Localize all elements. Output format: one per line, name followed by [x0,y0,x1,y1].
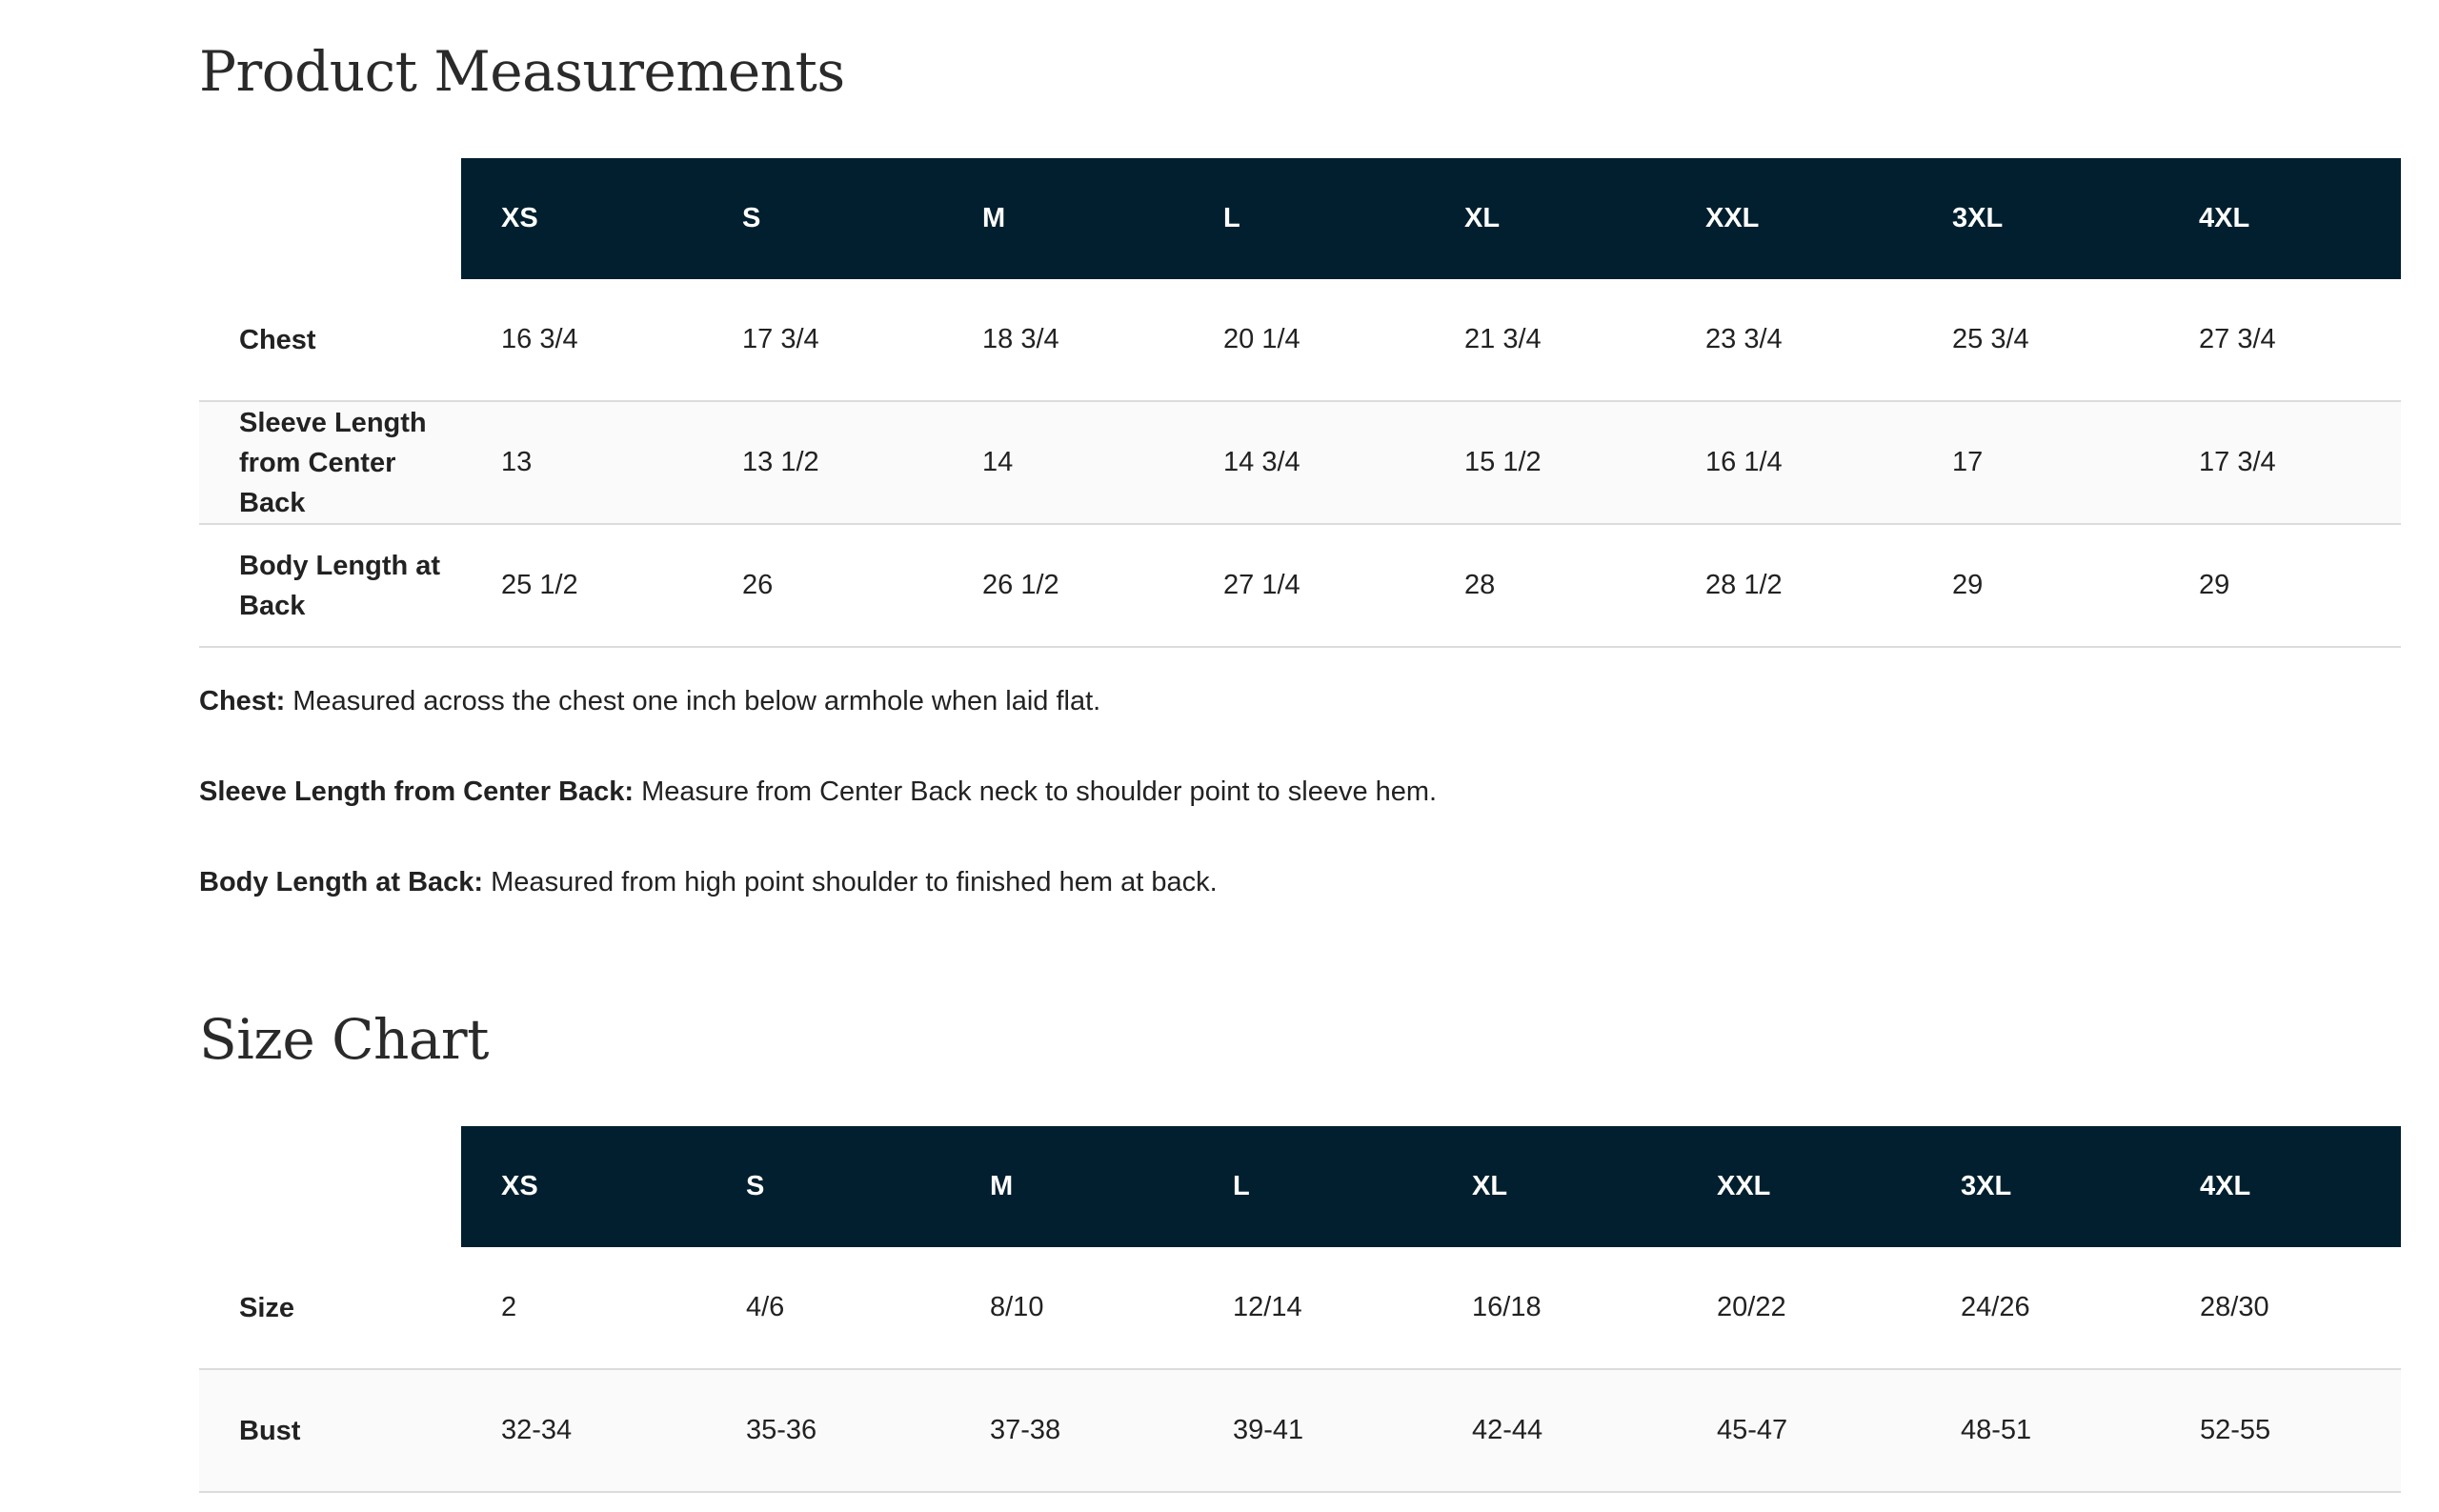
row-label-body-length: Body Length at Back [199,524,461,647]
table-cell: 15 1/2 [1424,401,1665,524]
table-cell: 35-36 [706,1369,950,1492]
table-cell: 21 3/4 [1424,279,1665,401]
note-chest [199,684,2401,718]
size-header-xl: XL [1424,158,1665,279]
table-cell: 20 1/4 [1183,279,1424,401]
table-cell: 23 3/4 [1665,279,1912,401]
note-sleeve-length [199,775,2401,809]
table-cell: 18 3/4 [942,279,1183,401]
size-header-s: S [702,158,942,279]
table-row [199,1369,2401,1492]
size-header-xl: XL [1432,1126,1677,1247]
header-corner-cell [199,1126,461,1247]
table-cell: 28/30 [2160,1247,2401,1369]
table-row [199,1247,2401,1369]
table-cell: 28 [1424,524,1665,647]
table-row [199,524,2401,647]
table-cell: 29 [2159,524,2401,647]
table-cell: 37-38 [950,1369,1193,1492]
size-header-l: L [1183,158,1424,279]
table-cell: 27 3/4 [2159,279,2401,401]
table-cell: 32-34 [461,1369,706,1492]
header-row [199,1126,2401,1247]
table-cell: 25 3/4 [1912,279,2159,401]
size-header-xxl: XXL [1677,1126,1921,1247]
table-cell: 2 [461,1247,706,1369]
size-header-m: M [942,158,1183,279]
size-chart-title: Size Chart [199,1007,489,1072]
row-label-size: Size [199,1247,461,1369]
table-cell: 28 1/2 [1665,524,1912,647]
table-cell: 17 3/4 [2159,401,2401,524]
table-cell: 8/10 [950,1247,1193,1369]
table-row [199,401,2401,524]
product-measurements-table [199,158,2401,648]
size-header-3xl: 3XL [1921,1126,2160,1247]
table-cell: 14 [942,401,1183,524]
table-cell: 14 3/4 [1183,401,1424,524]
note-term: Chest: [199,686,286,716]
table-cell: 26 [702,524,942,647]
row-label-bust: Bust [199,1369,461,1492]
table-cell: 29 [1912,524,2159,647]
table-cell: 26 1/2 [942,524,1183,647]
table-cell: 25 1/2 [461,524,702,647]
note-text: Measure from Center Back neck to shoulder point to sleeve hem. [634,776,1438,807]
note-text: Measured from high point shoulder to finished hem at back. [483,867,1218,897]
table-cell: 16/18 [1432,1247,1677,1369]
size-header-m: M [950,1126,1193,1247]
table-cell: 4/6 [706,1247,950,1369]
note-term: Sleeve Length from Center Back: [199,776,635,807]
table-cell: 24/26 [1921,1247,2160,1369]
row-label-sleeve-length: Sleeve Length from Center Back [199,401,461,524]
table-cell: 13 1/2 [702,401,942,524]
note-body-length [199,865,2401,899]
size-header-3xl: 3XL [1912,158,2159,279]
table-cell: 27 1/4 [1183,524,1424,647]
header-corner-cell [199,158,461,279]
measurement-notes [199,684,2401,956]
table-cell: 20/22 [1677,1247,1921,1369]
table-cell: 16 3/4 [461,279,702,401]
table-cell: 16 1/4 [1665,401,1912,524]
table-cell: 52-55 [2160,1369,2401,1492]
table-cell: 17 3/4 [702,279,942,401]
note-term: Body Length at Back: [199,867,484,897]
size-header-s: S [706,1126,950,1247]
size-header-l: L [1193,1126,1432,1247]
size-header-4xl: 4XL [2159,158,2401,279]
table-cell: 13 [461,401,702,524]
product-measurements-title: Product Measurements [199,39,845,104]
table-cell: 17 [1912,401,2159,524]
size-header-xxl: XXL [1665,158,1912,279]
size-header-xs: XS [461,1126,706,1247]
note-text: Measured across the chest one inch below armhole when laid flat. [285,686,1101,716]
table-row [199,279,2401,401]
table-cell: 42-44 [1432,1369,1677,1492]
table-cell: 12/14 [1193,1247,1432,1369]
header-row [199,158,2401,279]
size-chart-table [199,1126,2401,1493]
size-header-xs: XS [461,158,702,279]
table-cell: 39-41 [1193,1369,1432,1492]
row-label-chest: Chest [199,279,461,401]
table-cell: 45-47 [1677,1369,1921,1492]
size-header-4xl: 4XL [2160,1126,2401,1247]
table-cell: 48-51 [1921,1369,2160,1492]
